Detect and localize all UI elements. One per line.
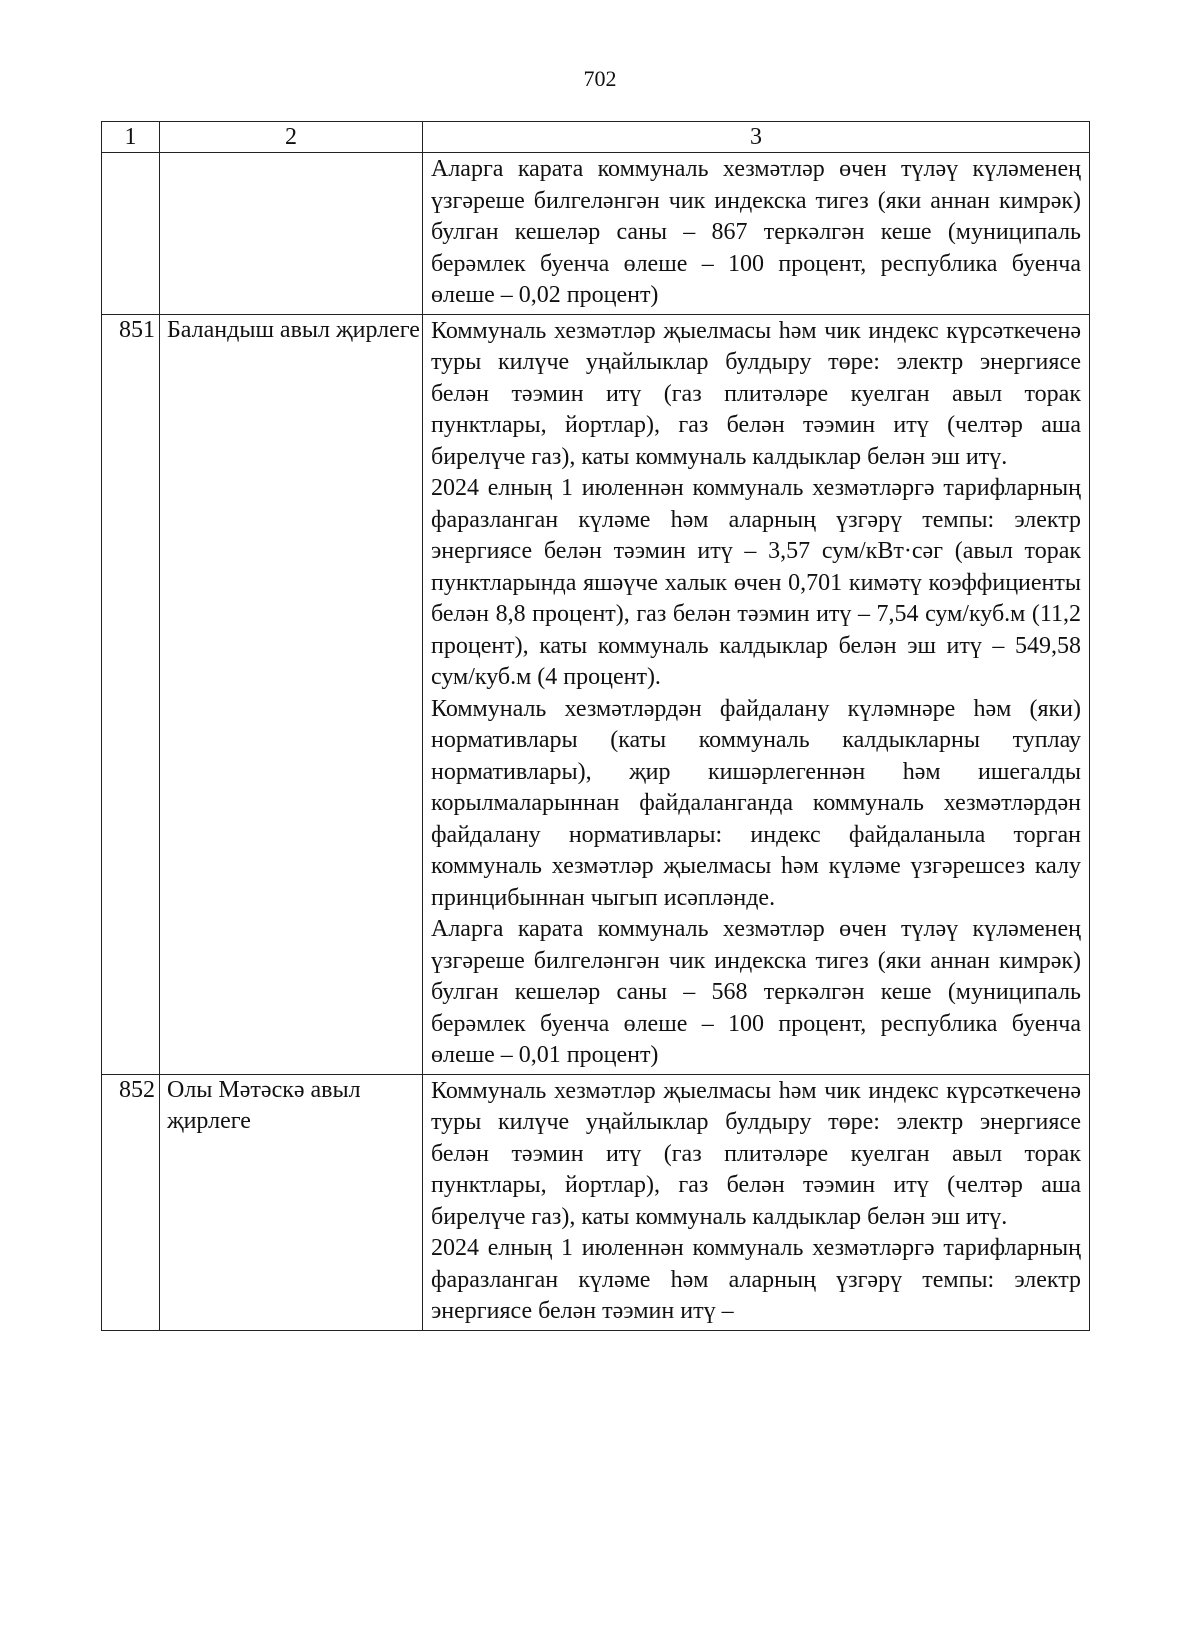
description-cell	[423, 1074, 1090, 1330]
page-number: 702	[583, 66, 617, 91]
description-cell	[423, 314, 1090, 1074]
table-row-852	[102, 1074, 1090, 1330]
municipal-table	[101, 121, 1090, 1331]
description-paragraph: Аларга карата коммуналь хезмәтләр өчен түләү күләменең үзгәреше билгеләнгән чик индекска тигез (яки аннан кимрәк) булган кешеләр саны – 867 теркәлгән кеше (муниципаль берәмлек буенча өлеше – 100 процент, республика буенча өлеше – 0,02 процент)	[431, 156, 1081, 308]
column-header-3: 3	[423, 122, 1090, 153]
table-row-851	[102, 314, 1090, 1074]
description-paragraph: 2024 елның 1 июленнән коммуналь хезмәтләргә тарифларның фаразланган күләме һәм аларның үзгәрү темпы: электр энергиясе белән тәэмин итү – 3,57 сум/кВт·сәг (авыл торак пунктларында яшәүче халык өчен 0,701 кимәтү коэффициенты белән 8,8 процент), газ белән тәэмин итү – 7,54 сум/куб.м (11,2 процент), каты коммуналь калдыклар белән эш итү – 549,58 сум/куб.м (4 процент).	[431, 475, 1081, 690]
description-paragraph: Коммуналь хезмәтләрдән файдалану күләмнәре һәм (яки) нормативлары (каты коммуналь калдыкларны туплау нормативлары), җир кишәрлегеннән һәм ишегалды корылмаларыннан файдаланганда коммуналь хезмәтләрдән файдалану нормативлары: индекс файдаланыла торган коммуналь хезмәтләр җыелмасы һәм күләме үзгәрешсез калу принцибыннан чыгып исәпләнде.	[431, 695, 1081, 911]
column-header-2: 2	[160, 122, 423, 153]
settlement-name: Олы Мәтәскә авыл җирлеге	[160, 1074, 423, 1330]
description-cell	[423, 153, 1090, 315]
table-row-continuation	[102, 153, 1090, 315]
description-paragraph: 2024 елның 1 июленнән коммуналь хезмәтләргә тарифларның фаразланган күләме һәм аларның үзгәрү темпы: электр энергиясе белән тәэмин итү –	[431, 1235, 1081, 1324]
table-header-row	[102, 122, 1090, 153]
column-header-1: 1	[102, 122, 160, 153]
row-number: 851	[102, 314, 160, 1074]
settlement-name: Баландыш авыл җирлеге	[160, 314, 423, 1074]
settlement-name	[160, 153, 423, 315]
description-paragraph: Коммуналь хезмәтләр җыелмасы һәм чик индекс күрсәткеченә туры килүче уңайлыклар булдыру төре: электр энергиясе белән тәэмин итү (газ плитәләре куелган авыл торак пунктлары, йортлар), газ белән тәэмин итү (челтәр аша бирелүче газ), каты коммуналь калдыклар белән эш итү.	[431, 1077, 1081, 1230]
row-number	[102, 153, 160, 315]
description-paragraph: Коммуналь хезмәтләр җыелмасы һәм чик индекс күрсәткеченә туры килүче уңайлыклар булдыру төре: электр энергиясе белән тәэмин итү (газ плитәләре куелган авыл торак пунктлары, йортлар), газ белән тәэмин итү (челтәр аша бирелүче газ), каты коммуналь калдыклар белән эш итү.	[431, 317, 1081, 470]
description-paragraph: Аларга карата коммуналь хезмәтләр өчен түләү күләменең үзгәреше билгеләнгән чик индекска тигез (яки аннан кимрәк) булган кешеләр саны – 568 теркәлгән кеше (муниципаль берәмлек буенча өлеше – 100 процент, республика буенча өлеше – 0,01 процент)	[431, 916, 1081, 1068]
row-number: 852	[102, 1074, 160, 1330]
